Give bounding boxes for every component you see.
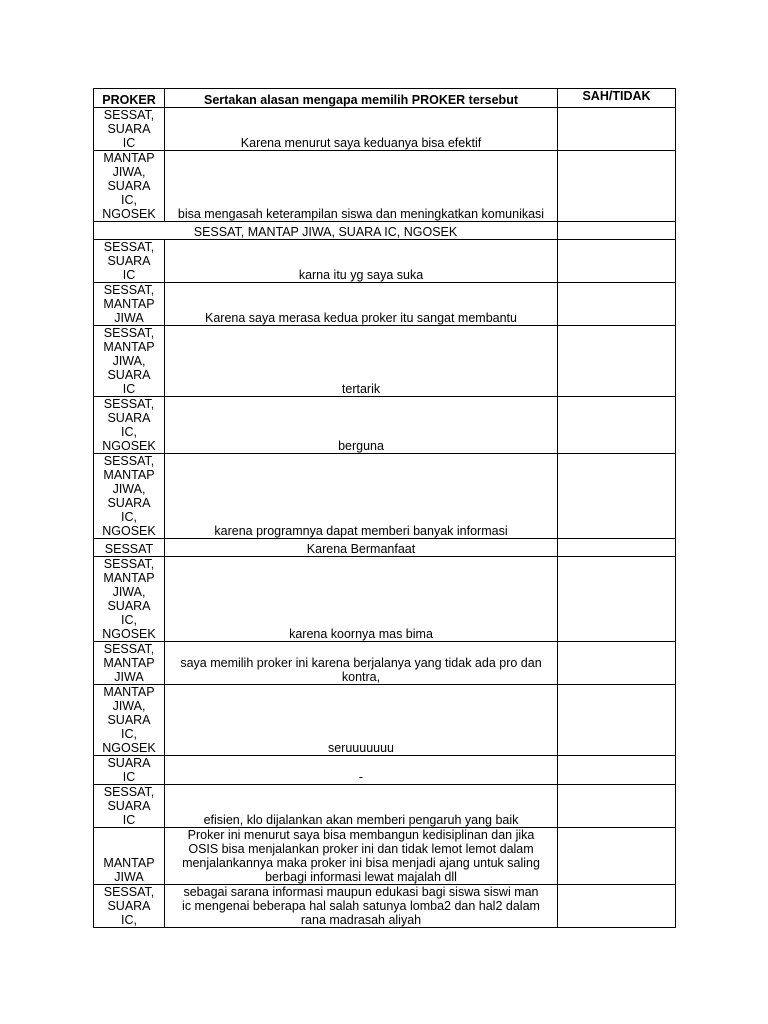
proker-line: SUARA — [107, 122, 151, 136]
table-row — [94, 397, 676, 454]
proker-line: JIWA, — [112, 699, 146, 713]
table-body — [94, 108, 676, 928]
proker-line: SESSAT, — [103, 283, 155, 297]
table-row — [94, 326, 676, 397]
status-cell[interactable] — [558, 885, 676, 928]
reason-line: ic mengenai beberapa hal salah satunya lomba2 dan hal2 dalam — [182, 899, 540, 913]
proker-line: IC — [122, 770, 136, 784]
reason-line: berguna — [338, 439, 384, 453]
proker-cell — [94, 397, 165, 454]
proker-line: IC, — [121, 913, 137, 927]
status-cell[interactable] — [558, 539, 676, 557]
proker-line: IC, — [121, 193, 137, 207]
status-cell[interactable] — [558, 240, 676, 283]
proker-line: IC, — [121, 425, 137, 439]
header-proker: PROKER — [94, 89, 165, 108]
status-cell[interactable] — [558, 785, 676, 828]
proker-line: SESSAT, — [103, 240, 155, 254]
table-row — [94, 685, 676, 756]
status-cell[interactable] — [558, 151, 676, 222]
proker-table — [93, 88, 676, 928]
table-row — [94, 108, 676, 151]
reason-cell — [165, 756, 558, 785]
table-row — [94, 539, 676, 557]
table-row — [94, 785, 676, 828]
proker-line: IC — [122, 813, 136, 827]
reason-line: karna itu yg saya suka — [298, 268, 424, 282]
reason-cell — [165, 397, 558, 454]
proker-line: JIWA — [114, 670, 144, 684]
reason-cell — [165, 539, 558, 557]
status-cell[interactable] — [558, 828, 676, 885]
reason-line: efisien, klo dijalankan akan memberi pengaruh yang baik — [203, 813, 519, 827]
proker-line: MANTAP — [103, 468, 155, 482]
reason-line: menjalankannya maka proker ini bisa menjadi ajang untuk saling — [182, 856, 540, 870]
proker-line: SUARA — [107, 254, 151, 268]
proker-cell — [94, 756, 165, 785]
proker-line: JIWA, — [112, 585, 146, 599]
reason-cell — [165, 785, 558, 828]
proker-line: NGOSEK — [102, 627, 156, 641]
proker-cell — [94, 108, 165, 151]
proker-line: IC, — [121, 727, 137, 741]
proker-line: IC, — [121, 613, 137, 627]
proker-cell — [94, 685, 165, 756]
proker-line: IC, — [121, 510, 137, 524]
reason-line: kontra, — [341, 670, 381, 684]
reason-line: tertarik — [341, 382, 381, 396]
proker-line: MANTAP — [103, 856, 155, 870]
proker-line: MANTAP — [103, 571, 155, 585]
reason-cell — [165, 642, 558, 685]
proker-line: MANTAP — [103, 340, 155, 354]
proker-line: SESSAT, — [103, 108, 155, 122]
proker-line: SUARA — [107, 899, 151, 913]
proker-line: SESSAT, — [103, 397, 155, 411]
proker-cell — [94, 283, 165, 326]
proker-line: MANTAP — [103, 297, 155, 311]
status-cell[interactable] — [558, 222, 676, 240]
status-cell[interactable] — [558, 454, 676, 539]
proker-line: SUARA — [107, 713, 151, 727]
reason-line: saya memilih proker ini karena berjalanya yang tidak ada pro dan — [180, 656, 542, 670]
reason-cell — [165, 283, 558, 326]
proker-line: JIWA — [114, 870, 144, 884]
proker-line: SUARA — [107, 756, 151, 770]
table-row — [94, 151, 676, 222]
status-cell[interactable] — [558, 642, 676, 685]
reason-line: berbagi informasi lewat majalah dll — [265, 870, 457, 884]
status-cell[interactable] — [558, 326, 676, 397]
reason-line: Proker ini menurut saya bisa membangun kedisiplinan dan jika — [187, 828, 535, 842]
table-row — [94, 756, 676, 785]
table-row — [94, 642, 676, 685]
header-reason: Sertakan alasan mengapa memilih PROKER tersebut — [165, 89, 558, 108]
reason-line: karena programnya dapat memberi banyak informasi — [214, 524, 508, 538]
status-cell[interactable] — [558, 756, 676, 785]
reason-line: OSIS bisa menjalankan proker ini dan tidak lemot lemot dalam — [188, 842, 534, 856]
proker-line: SESSAT, — [103, 642, 155, 656]
reason-cell — [165, 454, 558, 539]
reason-line: sebagai sarana informasi maupun edukasi bagi siswa siswi man — [183, 885, 539, 899]
status-cell[interactable] — [558, 685, 676, 756]
proker-line: NGOSEK — [102, 524, 156, 538]
proker-line: SESSAT — [104, 542, 154, 556]
reason-cell — [165, 828, 558, 885]
proker-line: SUARA — [107, 496, 151, 510]
proker-line: IC — [122, 268, 136, 282]
proker-line: IC — [122, 136, 136, 150]
table-row — [94, 454, 676, 539]
reason-line: - — [358, 770, 364, 784]
header-row — [94, 89, 676, 108]
reason-cell — [165, 151, 558, 222]
proker-line: SUARA — [107, 411, 151, 425]
proker-line: NGOSEK — [102, 439, 156, 453]
proker-line: SESSAT, — [103, 885, 155, 899]
table-row — [94, 557, 676, 642]
reason-line: bisa mengasah keterampilan siswa dan meningkatkan komunikasi — [177, 207, 545, 221]
proker-line: JIWA, — [112, 354, 146, 368]
reason-line: karena koornya mas bima — [289, 627, 433, 641]
proker-line: JIWA — [114, 311, 144, 325]
proker-line: SUARA — [107, 599, 151, 613]
proker-line: MANTAP — [103, 151, 155, 165]
proker-cell — [94, 642, 165, 685]
table-row — [94, 222, 676, 240]
reason-line: Karena menurut saya keduanya bisa efektif — [240, 136, 482, 150]
table-row — [94, 828, 676, 885]
proker-line: SESSAT, — [103, 326, 155, 340]
status-cell[interactable] — [558, 108, 676, 151]
table-row — [94, 885, 676, 928]
reason-line: seruuuuuuu — [327, 741, 395, 755]
reason-cell — [165, 557, 558, 642]
proker-cell — [94, 785, 165, 828]
reason-cell — [165, 108, 558, 151]
proker-cell — [94, 557, 165, 642]
reason-cell — [165, 685, 558, 756]
status-cell[interactable] — [558, 557, 676, 642]
reason-cell — [165, 240, 558, 283]
proker-line: SESSAT, — [103, 785, 155, 799]
reason-line: Karena saya merasa kedua proker itu sangat membantu — [205, 311, 517, 325]
proker-line: JIWA, — [112, 482, 146, 496]
proker-line: SUARA — [107, 368, 151, 382]
proker-line: SESSAT, — [103, 454, 155, 468]
proker-cell — [94, 539, 165, 557]
proker-line: MANTAP — [103, 685, 155, 699]
merged-cell: SESSAT, MANTAP JIWA, SUARA IC, NGOSEK — [94, 222, 558, 240]
reason-line: rana madrasah aliyah — [300, 913, 422, 927]
proker-line: JIWA, — [112, 165, 146, 179]
proker-cell — [94, 240, 165, 283]
proker-cell — [94, 151, 165, 222]
proker-line: MANTAP — [103, 656, 155, 670]
proker-line: SUARA — [107, 179, 151, 193]
proker-line: IC — [122, 382, 136, 396]
proker-line: NGOSEK — [102, 207, 156, 221]
reason-line: Karena Bermanfaat — [306, 542, 416, 556]
table-row — [94, 240, 676, 283]
status-cell[interactable] — [558, 283, 676, 326]
proker-line: NGOSEK — [102, 741, 156, 755]
proker-cell — [94, 828, 165, 885]
survey-sheet — [93, 88, 675, 928]
proker-cell — [94, 454, 165, 539]
proker-line: SESSAT, — [103, 557, 155, 571]
reason-cell — [165, 326, 558, 397]
table-row — [94, 283, 676, 326]
proker-cell — [94, 885, 165, 928]
proker-cell — [94, 326, 165, 397]
reason-cell — [165, 885, 558, 928]
status-cell[interactable] — [558, 397, 676, 454]
proker-line: SUARA — [107, 799, 151, 813]
header-status: SAH/TIDAK — [558, 89, 676, 108]
